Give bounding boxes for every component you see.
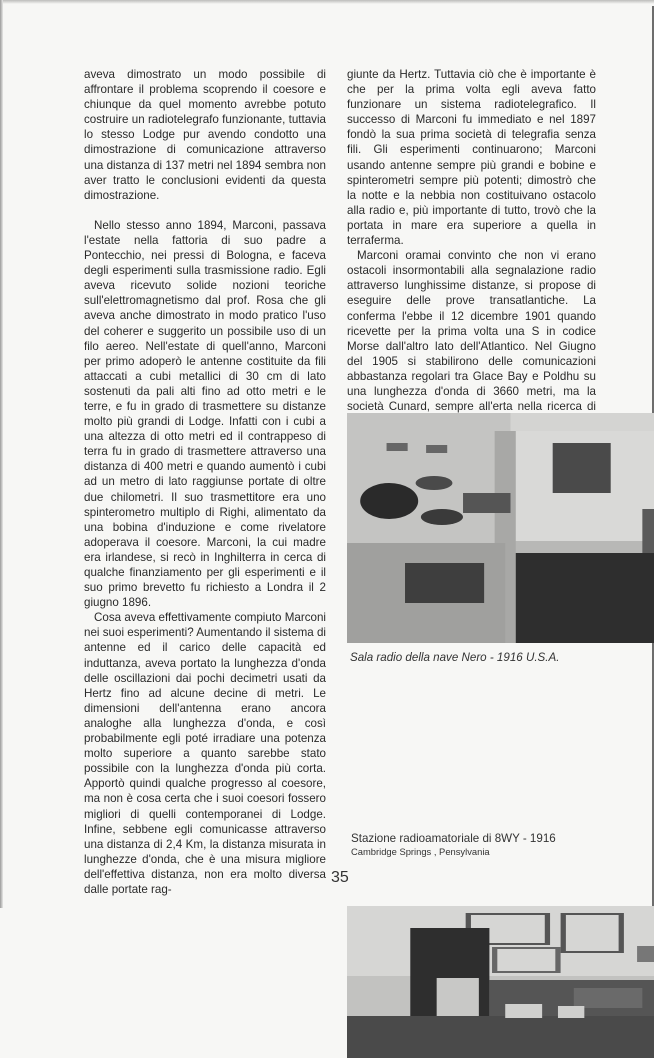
scan-edge-top — [0, 0, 654, 4]
figure-caption-title: Stazione radioamatoriale di 8WY - 1916 — [351, 832, 556, 845]
photo-amateur-radio-station — [347, 906, 654, 1058]
left-column — [84, 67, 326, 897]
photo-amateur-radio-station-image — [347, 906, 654, 1058]
photo-ship-radio-room — [347, 413, 654, 643]
figure-caption-location: Cambridge Springs , Pensylvania — [351, 846, 490, 857]
paragraph: giunte da Hertz. Tuttavia ciò che è importante è che per la prima volta egli aveva fatto funzionare un sistema radiotelegrafico. Il successo di Marconi fu immediato e nel 1897 fondò la sua prima società di telegrafia senza fili. Gli esperimenti continuarono; Marconi usando antenne sempre più grandi e bobine e spinterometri sempre più potenti; dimostrò che la notte e la nebbia non costituivano ostacolo alla radio e, più importante di tutto, trovò che la portata in mare era superiore a quella in terraferma. — [347, 68, 596, 248]
page-number: 35 — [331, 869, 349, 886]
figure-caption: Sala radio della nave Nero - 1916 U.S.A. — [350, 651, 560, 664]
scan-edge-left — [0, 0, 3, 908]
photo-ship-radio-room-image — [347, 413, 654, 643]
figure-caption — [351, 832, 556, 858]
paragraph: Nello stesso anno 1894, Marconi, passava l'estate nella fattoria di suo padre a Pontecchio, nei pressi di Bologna, e faceva degli esperimenti sulla trasmissione radio. Egli aveva ricevuto solide nozioni teoriche sull'elettromagnetismo dal prof. Rosa che gli aveva anche dimostrato in modo pratico l'uso del coherer e suggerito un possibile uso di un filo aereo. Nell'estate di quell'anno, Marconi per primo adoperò le antenne costituite da fili attaccati a cubi metallici di 30 cm di lato sostenuti da pali alti fino ad otto metri e le terre, e fu in grado di trasmettere su distanze molto più grandi di Lodge. Infatti con i cubi a una altezza di otto metri ed il contrappeso di terra fu in grado di trasmettere attraverso una distanza di 400 metri e quando aumentò i cubi ad un metro di lato raggiunse portate di oltre due chilometri. Il suo trasmettitore era uno spinterometro multiplo di Righi, alimentato da una bobina d'induzione e come rivelatore adoperava il coesore. Marconi, la cui madre era irlandese, si recò in Inghilterra in cerca di qualche finanziamento per gli esperimenti e il suo primo brevetto fu richiesto a Londra il 2 giugno 1896. — [84, 218, 326, 610]
paragraph: Marconi oramai convinto che non vi erano ostacoli insormontabili alla segnalazione radio attraverso lunghissime distanze, si propose di eseguire delle prove transatlantiche. La conferma l'ebbe il 12 dicembre 1901 quando ricevette per la prima volta una S in codice Morse dall'altro lato dell'Atlantico. Nel Giugno del 1905 si stabilirono delle comunicazioni abbastanza regolari tra Glace Bay e Poldhu su una lunghezza d'onda di 3660 metri, ma la società Cunard, sempre all'erta nella ricerca di — [347, 249, 596, 414]
paragraph: aveva dimostrato un modo possibile di affrontare il problema scoprendo il coesore e chiunque da quel momento avrebbe potuto costruire un radiotelegrafo funzionante, tuttavia lo stesso Lodge pur avendo condotto una dimostrazione di comunicazione attraverso una distanza di 137 metri nel 1894 sembra non aver tratto le conclusioni evidenti da questa dimostrazione. — [84, 68, 326, 202]
right-column — [347, 67, 596, 444]
paragraph: Cosa aveva effettivamente compiuto Marconi nei suoi esperimenti? Aumentando il sistema di antenne ed il carico delle capacità ed induttanza, aveva portato la lunghezza d'onda delle oscillazioni dai pochi decimetri usati da Hertz fino ad alcune decine di metri. Le dimensioni dell'antenna erano ancora analoghe alla lunghezza d'onda, e così probabilmente egli poté irradiare una potenza molto superiore a quanto sarebbe stato possibile con la lunghezza d'onda più corta. Apportò quindi qualche progresso al coesore, ma non è cosa certa che i suoi coesori fossero migliori di quelli contemporanei di Lodge. Infine, sebbene egli comunicasse attraverso una distanza di 2,4 Km, la distanza misurata in lunghezze d'onda, che è una misura migliore dell'effettiva distanza, non era molto diversa dalle portate rag- — [84, 611, 326, 896]
